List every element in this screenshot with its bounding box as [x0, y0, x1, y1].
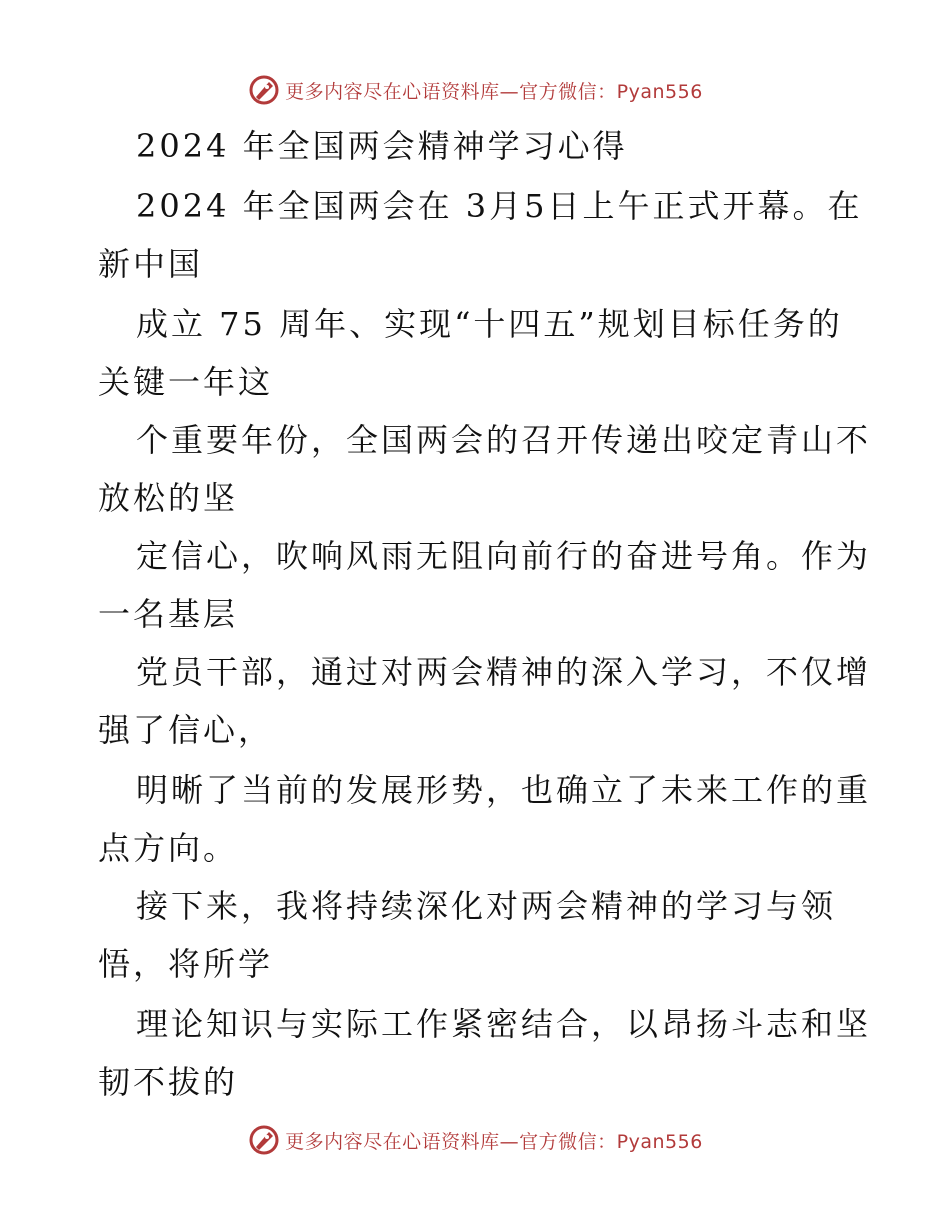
text-line: 个重要年份，全国两会的召开传递出咬定青山不: [136, 421, 872, 459]
text-line: 韧不拔的: [98, 1063, 239, 1101]
footer-banner-text: 更多内容尽在心语资料库—官方微信：Pyan556: [285, 1130, 703, 1153]
header-banner: [0, 70, 950, 110]
document-title: 2024 年全国两会精神学习心得: [136, 127, 628, 165]
pen-nib-logo-icon: [247, 1123, 281, 1157]
footer-banner: [0, 1120, 950, 1160]
text-line: 接下来，我将持续深化对两会精神的学习与领: [136, 887, 837, 925]
header-banner-text: 更多内容尽在心语资料库—官方微信：Pyan556: [285, 80, 703, 103]
text-line: 理论知识与实际工作紧密结合，以昂扬斗志和坚: [136, 1005, 872, 1043]
text-line: 点方向。: [98, 829, 239, 867]
text-line: 新中国: [98, 245, 204, 283]
text-line: 一名基层: [98, 595, 239, 633]
text-line: 明晰了当前的发展形势，也确立了未来工作的重: [136, 771, 872, 809]
text-line: 悟，将所学: [98, 945, 274, 983]
text-line: 2024 年全国两会在 3月5日上午正式开幕。在: [136, 187, 863, 225]
text-line: 关键一年这: [98, 363, 274, 401]
text-line: 成立 75 周年、实现“十四五”规划目标任务的: [136, 305, 843, 343]
text-line: 定信心，吹响风雨无阻向前行的奋进号角。作为: [136, 537, 872, 575]
pen-nib-logo-icon: [247, 73, 281, 107]
text-line: 强了信心，: [98, 711, 274, 749]
text-line: 党员干部，通过对两会精神的深入学习，不仅增: [136, 653, 872, 691]
text-line: 放松的坚: [98, 479, 239, 517]
